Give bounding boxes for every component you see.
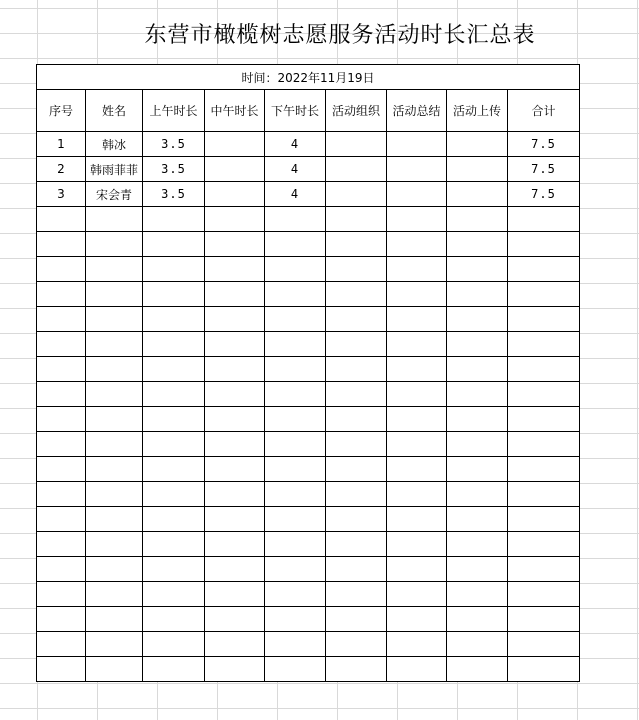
empty-cell[interactable] xyxy=(205,232,265,257)
upload-cell[interactable] xyxy=(447,157,508,182)
empty-cell[interactable] xyxy=(143,507,205,532)
empty-cell[interactable] xyxy=(143,482,205,507)
empty-cell[interactable] xyxy=(37,432,86,457)
empty-cell[interactable] xyxy=(387,332,447,357)
empty-row xyxy=(37,432,580,457)
header-index[interactable]: 序号 xyxy=(37,90,86,132)
empty-cell[interactable] xyxy=(37,207,86,232)
empty-cell[interactable] xyxy=(265,407,326,432)
empty-cell[interactable] xyxy=(37,632,86,657)
empty-cell[interactable] xyxy=(508,232,580,257)
empty-row xyxy=(37,457,580,482)
empty-cell[interactable] xyxy=(37,507,86,532)
empty-cell[interactable] xyxy=(447,357,508,382)
empty-cell[interactable] xyxy=(326,607,387,632)
empty-cell[interactable] xyxy=(37,532,86,557)
empty-row xyxy=(37,257,580,282)
empty-cell[interactable] xyxy=(143,657,205,682)
empty-cell[interactable] xyxy=(143,207,205,232)
empty-cell[interactable] xyxy=(37,457,86,482)
empty-cell[interactable] xyxy=(143,432,205,457)
empty-cell[interactable] xyxy=(387,657,447,682)
empty-cell[interactable] xyxy=(265,382,326,407)
afternoon-cell[interactable]: 4 xyxy=(265,157,326,182)
empty-row xyxy=(37,657,580,682)
empty-cell[interactable] xyxy=(37,482,86,507)
empty-cell[interactable] xyxy=(508,557,580,582)
empty-cell[interactable] xyxy=(265,232,326,257)
empty-cell[interactable] xyxy=(508,332,580,357)
empty-cell[interactable] xyxy=(326,432,387,457)
empty-cell[interactable] xyxy=(86,557,143,582)
empty-cell[interactable] xyxy=(508,207,580,232)
empty-cell[interactable] xyxy=(86,657,143,682)
header-activity-summary[interactable]: 活动总结 xyxy=(387,90,447,132)
table-row xyxy=(37,132,580,157)
empty-cell[interactable] xyxy=(265,307,326,332)
empty-cell[interactable] xyxy=(205,432,265,457)
empty-cell[interactable] xyxy=(265,257,326,282)
empty-cell[interactable] xyxy=(508,257,580,282)
empty-cell[interactable] xyxy=(143,607,205,632)
empty-row xyxy=(37,232,580,257)
empty-row xyxy=(37,507,580,532)
empty-row xyxy=(37,382,580,407)
empty-cell[interactable] xyxy=(326,282,387,307)
empty-cell[interactable] xyxy=(387,282,447,307)
empty-cell[interactable] xyxy=(205,457,265,482)
empty-row xyxy=(37,557,580,582)
empty-cell[interactable] xyxy=(143,632,205,657)
upload-cell[interactable] xyxy=(447,182,508,207)
empty-cell[interactable] xyxy=(205,607,265,632)
empty-cell[interactable] xyxy=(326,507,387,532)
empty-cell[interactable] xyxy=(326,632,387,657)
empty-cell[interactable] xyxy=(143,582,205,607)
empty-cell[interactable] xyxy=(143,307,205,332)
empty-cell[interactable] xyxy=(37,607,86,632)
empty-cell[interactable] xyxy=(508,582,580,607)
empty-cell[interactable] xyxy=(508,632,580,657)
empty-cell[interactable] xyxy=(447,382,508,407)
empty-cell[interactable] xyxy=(508,457,580,482)
empty-cell[interactable] xyxy=(37,407,86,432)
noon-cell[interactable] xyxy=(205,182,265,207)
header-afternoon-hours[interactable]: 下午时长 xyxy=(265,90,326,132)
empty-cell[interactable] xyxy=(205,557,265,582)
morning-cell[interactable]: 3.5 xyxy=(143,157,205,182)
table-row xyxy=(37,157,580,182)
empty-cell[interactable] xyxy=(143,557,205,582)
empty-cell[interactable] xyxy=(143,257,205,282)
empty-row xyxy=(37,307,580,332)
empty-cell[interactable] xyxy=(326,532,387,557)
empty-cell[interactable] xyxy=(447,482,508,507)
empty-cell[interactable] xyxy=(387,257,447,282)
empty-row xyxy=(37,357,580,382)
header-name[interactable]: 姓名 xyxy=(86,90,143,132)
sheet-title: 东营市橄榄树志愿服务活动时长汇总表 xyxy=(144,23,536,48)
empty-cell[interactable] xyxy=(508,357,580,382)
empty-cell[interactable] xyxy=(265,582,326,607)
empty-cell[interactable] xyxy=(86,207,143,232)
empty-cell[interactable] xyxy=(447,607,508,632)
empty-cell[interactable] xyxy=(265,432,326,457)
empty-cell[interactable] xyxy=(326,457,387,482)
empty-cell[interactable] xyxy=(447,232,508,257)
noon-cell[interactable] xyxy=(205,132,265,157)
empty-cell[interactable] xyxy=(86,507,143,532)
empty-cell[interactable] xyxy=(387,382,447,407)
summary-cell[interactable] xyxy=(387,132,447,157)
header-activity-organize[interactable]: 活动组织 xyxy=(326,90,387,132)
empty-cell[interactable] xyxy=(387,507,447,532)
empty-cell[interactable] xyxy=(143,382,205,407)
empty-cell[interactable] xyxy=(205,282,265,307)
empty-cell[interactable] xyxy=(508,407,580,432)
empty-cell[interactable] xyxy=(37,557,86,582)
empty-cell[interactable] xyxy=(143,532,205,557)
empty-cell[interactable] xyxy=(143,457,205,482)
afternoon-cell[interactable]: 4 xyxy=(265,182,326,207)
empty-cell[interactable] xyxy=(37,657,86,682)
empty-cell[interactable] xyxy=(447,407,508,432)
header-morning-hours[interactable]: 上午时长 xyxy=(143,90,205,132)
empty-cell[interactable] xyxy=(326,232,387,257)
empty-cell[interactable] xyxy=(447,432,508,457)
morning-cell[interactable]: 3.5 xyxy=(143,182,205,207)
empty-row xyxy=(37,632,580,657)
index-cell[interactable]: 1 xyxy=(37,132,86,157)
empty-cell[interactable] xyxy=(37,257,86,282)
empty-cell[interactable] xyxy=(326,582,387,607)
organize-cell[interactable] xyxy=(326,157,387,182)
empty-cell[interactable] xyxy=(86,332,143,357)
header-activity-upload[interactable]: 活动上传 xyxy=(447,90,508,132)
empty-cell[interactable] xyxy=(508,307,580,332)
empty-cell[interactable] xyxy=(265,632,326,657)
empty-cell[interactable] xyxy=(86,282,143,307)
empty-cell[interactable] xyxy=(387,482,447,507)
empty-cell[interactable] xyxy=(205,332,265,357)
empty-cell[interactable] xyxy=(265,457,326,482)
empty-cell[interactable] xyxy=(508,432,580,457)
empty-cell[interactable] xyxy=(508,507,580,532)
empty-cell[interactable] xyxy=(326,257,387,282)
empty-row xyxy=(37,582,580,607)
empty-cell[interactable] xyxy=(86,357,143,382)
empty-cell[interactable] xyxy=(265,507,326,532)
index-cell[interactable]: 3 xyxy=(37,182,86,207)
empty-cell[interactable] xyxy=(508,607,580,632)
noon-cell[interactable] xyxy=(205,157,265,182)
empty-row xyxy=(37,407,580,432)
name-cell[interactable]: 韩雨菲菲 xyxy=(86,157,143,182)
empty-cell[interactable] xyxy=(205,407,265,432)
organize-cell[interactable] xyxy=(326,182,387,207)
empty-cell[interactable] xyxy=(387,632,447,657)
empty-cell[interactable] xyxy=(265,282,326,307)
empty-cell[interactable] xyxy=(265,207,326,232)
volunteer-hours-table xyxy=(36,64,580,682)
empty-cell[interactable] xyxy=(205,482,265,507)
empty-cell[interactable] xyxy=(508,382,580,407)
empty-cell[interactable] xyxy=(387,607,447,632)
empty-row xyxy=(37,482,580,507)
empty-cell[interactable] xyxy=(205,532,265,557)
empty-cell[interactable] xyxy=(143,332,205,357)
empty-cell[interactable] xyxy=(447,657,508,682)
total-cell[interactable]: 7.5 xyxy=(508,182,580,207)
empty-cell[interactable] xyxy=(143,232,205,257)
upload-cell[interactable] xyxy=(447,132,508,157)
empty-cell[interactable] xyxy=(86,232,143,257)
empty-cell[interactable] xyxy=(265,532,326,557)
empty-cell[interactable] xyxy=(86,407,143,432)
empty-cell[interactable] xyxy=(143,357,205,382)
empty-cell[interactable] xyxy=(205,582,265,607)
empty-cell[interactable] xyxy=(86,607,143,632)
empty-cell[interactable] xyxy=(86,432,143,457)
empty-cell[interactable] xyxy=(447,307,508,332)
empty-cell[interactable] xyxy=(326,332,387,357)
empty-cell[interactable] xyxy=(205,657,265,682)
empty-cell[interactable] xyxy=(205,357,265,382)
empty-cell[interactable] xyxy=(143,282,205,307)
empty-cell[interactable] xyxy=(326,207,387,232)
empty-cell[interactable] xyxy=(447,457,508,482)
empty-cell[interactable] xyxy=(37,332,86,357)
name-cell[interactable]: 宋会青 xyxy=(86,182,143,207)
empty-cell[interactable] xyxy=(265,357,326,382)
empty-cell[interactable] xyxy=(387,407,447,432)
empty-cell[interactable] xyxy=(37,232,86,257)
empty-cell[interactable] xyxy=(205,382,265,407)
empty-cell[interactable] xyxy=(447,632,508,657)
empty-cell[interactable] xyxy=(387,532,447,557)
empty-cell[interactable] xyxy=(86,307,143,332)
empty-cell[interactable] xyxy=(37,282,86,307)
empty-cell[interactable] xyxy=(205,207,265,232)
empty-row xyxy=(37,207,580,232)
empty-cell[interactable] xyxy=(447,557,508,582)
empty-cell[interactable] xyxy=(37,357,86,382)
empty-row xyxy=(37,282,580,307)
empty-cell[interactable] xyxy=(265,607,326,632)
afternoon-cell[interactable]: 4 xyxy=(265,132,326,157)
empty-cell[interactable] xyxy=(326,557,387,582)
empty-cell[interactable] xyxy=(205,507,265,532)
empty-cell[interactable] xyxy=(265,557,326,582)
empty-cell[interactable] xyxy=(86,257,143,282)
empty-cell[interactable] xyxy=(447,257,508,282)
total-cell[interactable]: 7.5 xyxy=(508,157,580,182)
empty-cell[interactable] xyxy=(447,532,508,557)
empty-cell[interactable] xyxy=(387,457,447,482)
empty-cell[interactable] xyxy=(326,382,387,407)
empty-row xyxy=(37,332,580,357)
empty-cell[interactable] xyxy=(265,332,326,357)
empty-cell[interactable] xyxy=(326,657,387,682)
header-total[interactable]: 合计 xyxy=(508,90,580,132)
empty-cell[interactable] xyxy=(447,207,508,232)
total-cell[interactable]: 7.5 xyxy=(508,132,580,157)
empty-cell[interactable] xyxy=(387,582,447,607)
name-cell[interactable]: 韩冰 xyxy=(86,132,143,157)
empty-cell[interactable] xyxy=(508,282,580,307)
summary-cell[interactable] xyxy=(387,182,447,207)
empty-cell[interactable] xyxy=(326,407,387,432)
empty-cell[interactable] xyxy=(387,432,447,457)
empty-cell[interactable] xyxy=(387,307,447,332)
empty-cell[interactable] xyxy=(86,532,143,557)
empty-cell[interactable] xyxy=(265,482,326,507)
empty-cell[interactable] xyxy=(508,482,580,507)
empty-cell[interactable] xyxy=(86,382,143,407)
empty-cell[interactable] xyxy=(387,232,447,257)
empty-cell[interactable] xyxy=(37,582,86,607)
empty-row xyxy=(37,532,580,557)
date-cell[interactable]: 时间：2022年11月19日 xyxy=(37,65,580,90)
empty-cell[interactable] xyxy=(387,207,447,232)
empty-cell[interactable] xyxy=(205,307,265,332)
organize-cell[interactable] xyxy=(326,132,387,157)
empty-cell[interactable] xyxy=(205,257,265,282)
index-cell[interactable]: 2 xyxy=(37,157,86,182)
empty-cell[interactable] xyxy=(326,307,387,332)
empty-cell[interactable] xyxy=(205,632,265,657)
morning-cell[interactable]: 3.5 xyxy=(143,132,205,157)
empty-cell[interactable] xyxy=(86,457,143,482)
empty-cell[interactable] xyxy=(447,282,508,307)
empty-cell[interactable] xyxy=(37,382,86,407)
table-row xyxy=(37,182,580,207)
empty-cell[interactable] xyxy=(447,332,508,357)
empty-cell[interactable] xyxy=(508,657,580,682)
empty-cell[interactable] xyxy=(508,532,580,557)
empty-cell[interactable] xyxy=(86,632,143,657)
empty-cell[interactable] xyxy=(265,657,326,682)
empty-cell[interactable] xyxy=(86,482,143,507)
header-noon-hours[interactable]: 中午时长 xyxy=(205,90,265,132)
empty-cell[interactable] xyxy=(387,357,447,382)
empty-cell[interactable] xyxy=(387,557,447,582)
empty-cell[interactable] xyxy=(86,582,143,607)
empty-cell[interactable] xyxy=(326,357,387,382)
empty-cell[interactable] xyxy=(447,582,508,607)
empty-cell[interactable] xyxy=(326,482,387,507)
empty-cell[interactable] xyxy=(447,507,508,532)
summary-cell[interactable] xyxy=(387,157,447,182)
empty-row xyxy=(37,607,580,632)
empty-cell[interactable] xyxy=(143,407,205,432)
empty-cell[interactable] xyxy=(37,307,86,332)
